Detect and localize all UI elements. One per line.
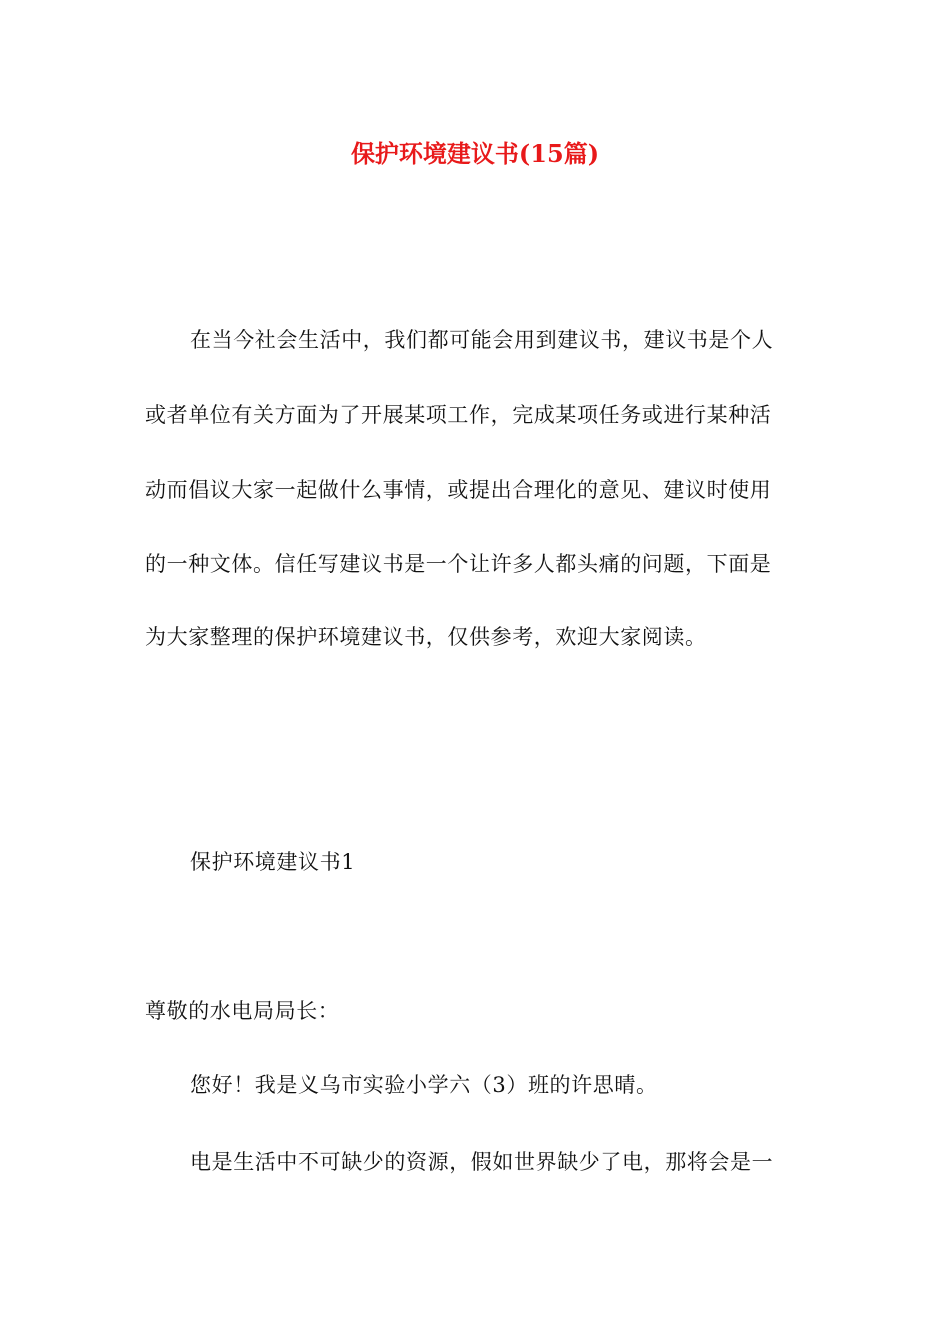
body-paragraph-line: 电是生活中不可缺少的资源，假如世界缺少了电，那将会是一 — [190, 1150, 774, 1174]
intro-line-5: 为大家整理的保护环境建议书，仅供参考，欢迎大家阅读。 — [145, 625, 707, 649]
salutation: 尊敬的水电局局长： — [145, 999, 340, 1023]
document-title: 保护环境建议书(15篇) — [350, 139, 600, 168]
section-heading: 保护环境建议书1 — [190, 850, 356, 874]
intro-line-3: 动而倡议大家一起做什么事情，或提出合理化的意见、建议时使用 — [145, 478, 772, 502]
intro-line-1: 在当今社会生活中，我们都可能会用到建议书，建议书是个人 — [190, 328, 774, 352]
greeting-paragraph: 您好！我是义乌市实验小学六（3）班的许思晴。 — [190, 1073, 658, 1097]
intro-line-2: 或者单位有关方面为了开展某项工作，完成某项任务或进行某种活 — [145, 403, 772, 427]
intro-line-4: 的一种文体。信任写建议书是一个让许多人都头痛的问题，下面是 — [145, 552, 772, 576]
